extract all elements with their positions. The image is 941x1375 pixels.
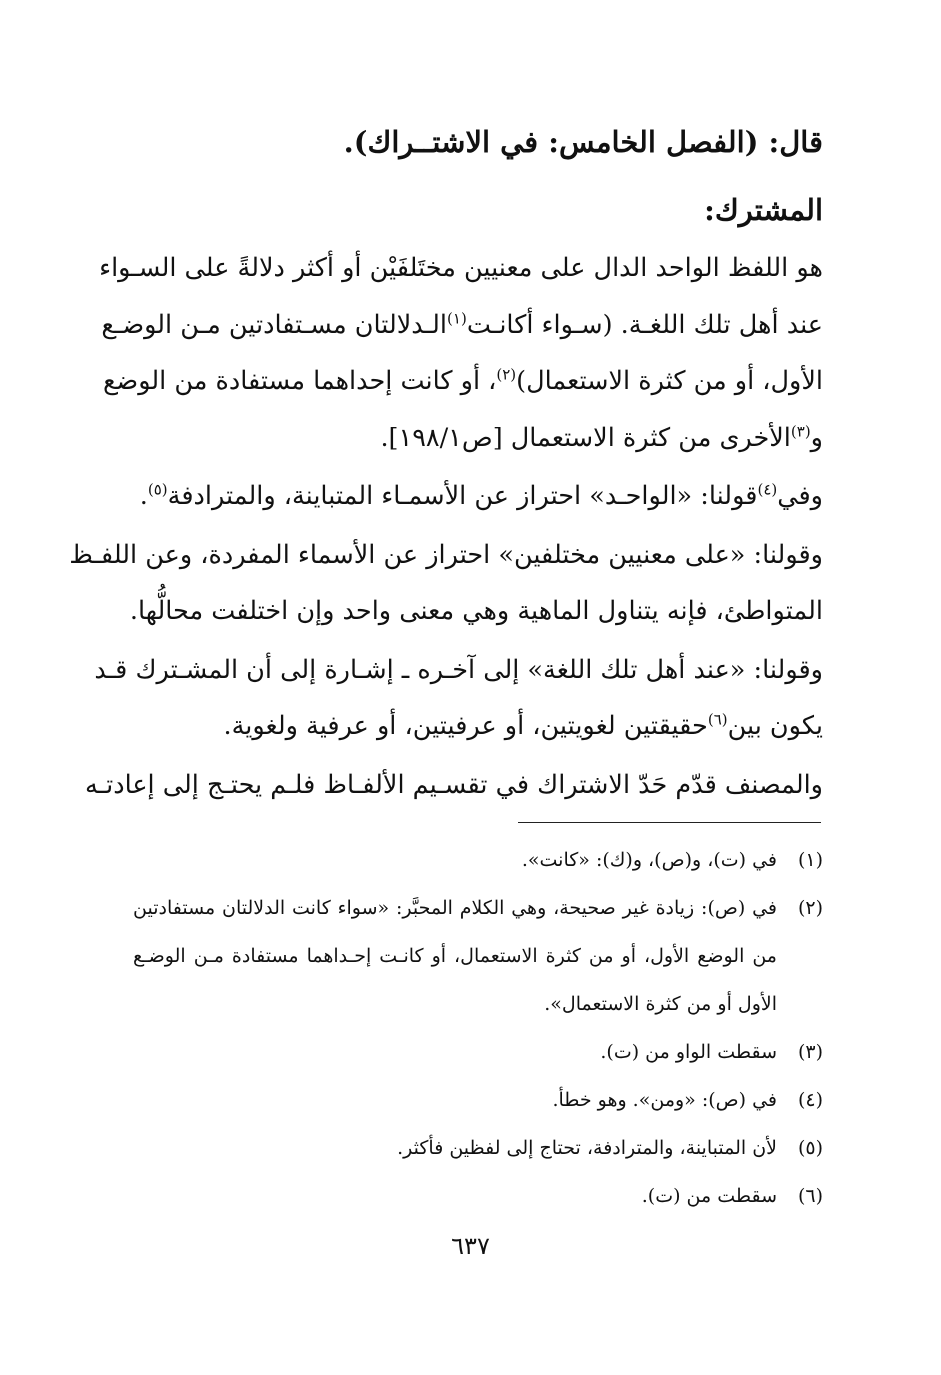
footnote-line: من الوضع الأول، أو من كثرة الاستعمال، أو كانـت إحـداهما مستفادة مـن الوضـع <box>133 945 777 967</box>
footnote-ref: (٢) <box>496 365 517 384</box>
footnote <box>133 836 823 884</box>
chapter-heading: قال: (الفصل الخامس: في الاشتــراك). <box>343 125 823 159</box>
text-line: وقولنا: «عند أهل تلك اللغة» إلى آخـره ـ إشـارة إلى أن المشـترك قـد <box>94 654 823 685</box>
footnote-number: (٦) <box>797 1185 823 1207</box>
section-heading: المشترك: <box>704 193 823 227</box>
text-line: عند أهل تلك اللغـة. (سـواء أكانـت$^{(١)}$الـدلالتان مسـتفادتين مـن الوضـع <box>101 309 823 340</box>
footnote <box>133 1172 823 1220</box>
footnote <box>133 884 823 1028</box>
main-text <box>69 112 823 813</box>
footnote-number: (٤) <box>797 1089 823 1111</box>
page-number: ٦٣٧ <box>451 1232 490 1260</box>
footnote <box>133 1028 823 1076</box>
text-line: هو اللفظ الواحد الدال على معنيين مختَلفَيْن أو أكثر دلالةً على السـواء <box>99 253 823 283</box>
text-line: والمصنف قدّم حَدّ الاشتراك في تقسـيم الألفـاظ فلـم يحتـج إلى إعادتـه <box>84 769 823 800</box>
footnote <box>133 1124 823 1172</box>
footnote-line: سقطت الواو من (ت). <box>600 1041 777 1063</box>
footnotes <box>133 836 823 1220</box>
body-paragraph <box>84 757 823 814</box>
text-line: وقولنا: «على معنيين مختلفين» احتراز عن الأسماء المفردة، وعن اللفـظ <box>69 539 823 570</box>
footnote-line: لأن المتباينة، والمترادفة، تحتاج إلى لفظين فأكثر. <box>397 1137 777 1159</box>
text-line: المتواطئ، فإنه يتناول الماهية وهي معنى واحد وإن اختلفت محالُّها. <box>129 596 823 626</box>
footnote-line: في (ص): زيادة غير صحيحة، وهي الكلام المحبَّر: «سواء كانت الدلالتان مستفادتين <box>133 897 777 919</box>
footnote-divider <box>518 822 821 823</box>
text-line: و$^{(٣)}$الأخرى من كثرة الاستعمال [ص١٩٨/١]. <box>380 422 823 453</box>
footnote-line: في (ص): «ومن». وهو خطأ. <box>552 1089 777 1111</box>
footnote-line: سقطت من (ت). <box>641 1185 777 1207</box>
footnote-ref: (١) <box>447 309 467 327</box>
text-line: الأول، أو من كثرة الاستعمال)$^{(٢)}$، أو كانت إحداهما مستفادة من الوضع <box>102 365 823 396</box>
footnote-number: (٢) <box>797 897 823 919</box>
footnote-number: (١) <box>797 849 823 871</box>
body-paragraph <box>135 468 823 525</box>
body-paragraph <box>69 527 823 640</box>
footnote-ref: (٣) <box>790 422 811 440</box>
footnote-ref: (٤) <box>757 480 778 499</box>
footnote-number: (٣) <box>797 1041 823 1063</box>
footnote-line: في (ت)، و(ص)، و(ك): «كانت». <box>521 849 777 871</box>
body-paragraphs <box>69 240 823 813</box>
text-line: وفي$^{(٤)}$قولنا: «الواحـد» احتراز عن الأسمـاء المتباينة، والمترادفة$^{(٥)}$. <box>139 480 823 511</box>
footnote-ref: (٦) <box>707 710 728 729</box>
body-paragraph <box>99 240 823 466</box>
text-line: يكون بين$^{(٦)}$حقيقتين لغويتين، أو عرفيتين، أو عرفية ولغوية. <box>223 710 823 741</box>
body-paragraph <box>94 642 823 755</box>
footnote-ref: (٥) <box>147 480 168 499</box>
footnote-line: الأول أو من كثرة الاستعمال». <box>544 993 777 1015</box>
footnote-number: (٥) <box>797 1137 823 1159</box>
footnote <box>133 1076 823 1124</box>
